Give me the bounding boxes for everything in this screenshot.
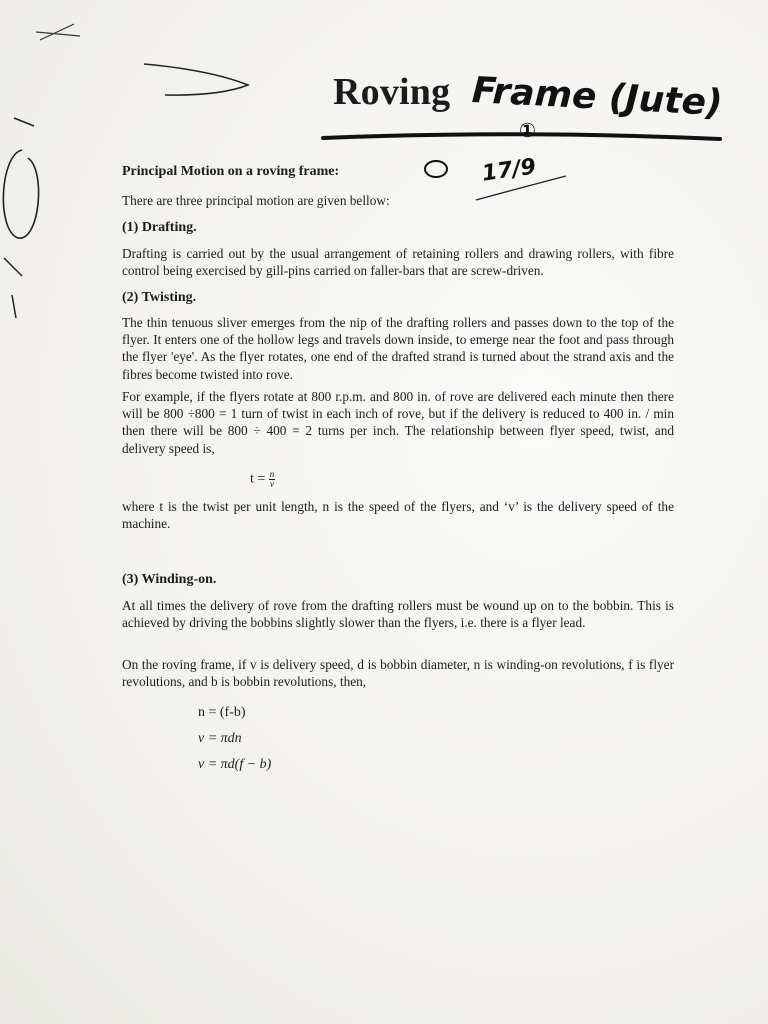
intro-text: There are three principal motion are given bellow: <box>122 193 390 208</box>
section-twisting-text-1: The thin tenuous sliver emerges from the nip of the drafting rollers and passes down to the top of the flyer. It enters one of the hollow legs and travels down inside, to emerge near the foot and pass through the flyer 'eye'. As the flyer rotates, one end of the drafted strand is turned about the strand axis and the fibres become twisted into rove. <box>122 315 674 382</box>
equation-1: n = (f-b) <box>198 705 246 720</box>
twist-formula-explanation: where t is the twist per unit length, n is the speed of the flyers, and ‘v’ is the delivery speed of the machine. <box>122 499 674 532</box>
twist-formula-numerator: n <box>269 469 275 479</box>
twist-formula-lhs: t = <box>250 471 266 487</box>
twist-formula-denominator: v <box>270 479 275 489</box>
section-twisting-text-2: For example, if the flyers rotate at 800 r.p.m. and 800 in. of rove are delivered each minute then there will be 800 ÷800 = 1 turn of twist in each inch of rove, but if the delivery is reduced to 400 in. / min then there will be 800 ÷ 400 = 2 turns per inch. The relationship between flyer speed, twist, and delivery speed is, <box>122 389 674 456</box>
section-winding-text-2: On the roving frame, if v is delivery speed, d is bobbin diameter, n is winding-on revolutions, f is flyer revolutions, and b is bobbin revolutions, then, <box>122 657 674 690</box>
twist-formula <box>250 470 275 489</box>
section-drafting-heading: (1) Drafting. <box>122 220 197 235</box>
margin-circle <box>3 150 38 238</box>
handwritten-circled-mark: ① <box>519 118 536 142</box>
section-drafting-text: Drafting is carried out by the usual arrangement of retaining rollers and drawing rollers, with fibre control being exercised by gill-pins carried on faller-bars that are screw-driven. <box>122 246 674 279</box>
pen-stroke-top <box>144 64 248 95</box>
twist-formula-fraction <box>269 470 276 489</box>
document-title: Roving <box>333 71 451 113</box>
margin-slash <box>36 24 80 40</box>
section-twisting-heading: (2) Twisting. <box>122 290 197 305</box>
section-winding-heading: (3) Winding-on. <box>122 572 217 587</box>
principal-heading: Principal Motion on a roving frame: <box>122 164 340 179</box>
equation-2: v = πdn <box>198 731 242 746</box>
handwritten-title-suffix: Frame (Jute) <box>470 70 724 125</box>
handwritten-date: 17/9 <box>480 154 538 187</box>
section-winding-text-1: At all times the delivery of rove from the drafting rollers must be wound up on to the bobbin. This is achieved by driving the bobbins slightly slower than the flyers, i.e. there is a flyer lead. <box>122 598 674 631</box>
margin-tick <box>4 118 34 318</box>
equation-3: v = πd(f − b) <box>198 757 272 772</box>
